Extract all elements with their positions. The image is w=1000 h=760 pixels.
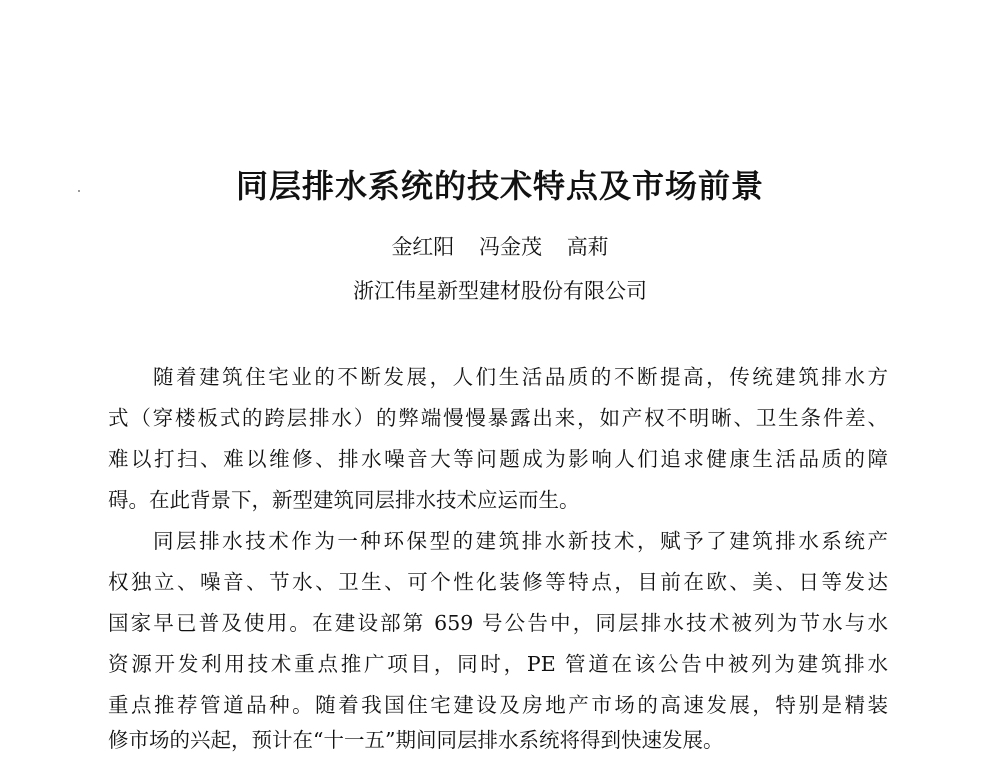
author-list [0,232,1000,262]
paper-title: 同层排水系统的技术特点及市场前景 [235,167,764,205]
paragraph-2-line-3: 国家早已普及使用。在建设部第 659 号公告中，同层排水技术被列为节水与水 [108,611,888,635]
paragraph-2-line-2: 权独立、噪音、节水、卫生、可个性化装修等特点，目前在欧、美、日等发达 [108,570,888,594]
author-name: 金红阳 [391,235,455,259]
author-name: 高莉 [566,235,609,259]
paragraph-2-line-6: 修市场的兴起，预计在“十一五”期间同层排水系统将得到快速发展。 [108,728,724,752]
paragraph-2-line-1: 同层排水技术作为一种环保型的建筑排水新技术，赋予了建筑排水系统产 [153,529,888,553]
author-name: 冯金茂 [479,235,542,259]
author-affiliation: 浙江伟星新型建材股份有限公司 [353,279,647,303]
paragraph-1-line-3: 难以打扫、难以维修、排水噪音大等问题成为影响人们追求健康生活品质的障 [108,447,888,471]
paragraph-1-line-4: 碍。在此背景下，新型建筑同层排水技术应运而生。 [108,488,580,512]
paragraph-1-line-1: 随着建筑住宅业的不断发展，人们生活品质的不断提高，传统建筑排水方 [153,365,888,389]
paragraph-1-line-2: 式（穿楼板式的跨层排水）的弊端慢慢暴露出来，如产权不明晰、卫生条件差、 [108,406,888,430]
paragraph-2-line-4: 资源开发利用技术重点推广项目，同时，PE 管道在该公告中被列为建筑排水 [108,652,888,676]
paragraph-2-line-5: 重点推荐管道品种。随着我国住宅建设及房地产市场的高速发展，特别是精装 [108,693,888,717]
